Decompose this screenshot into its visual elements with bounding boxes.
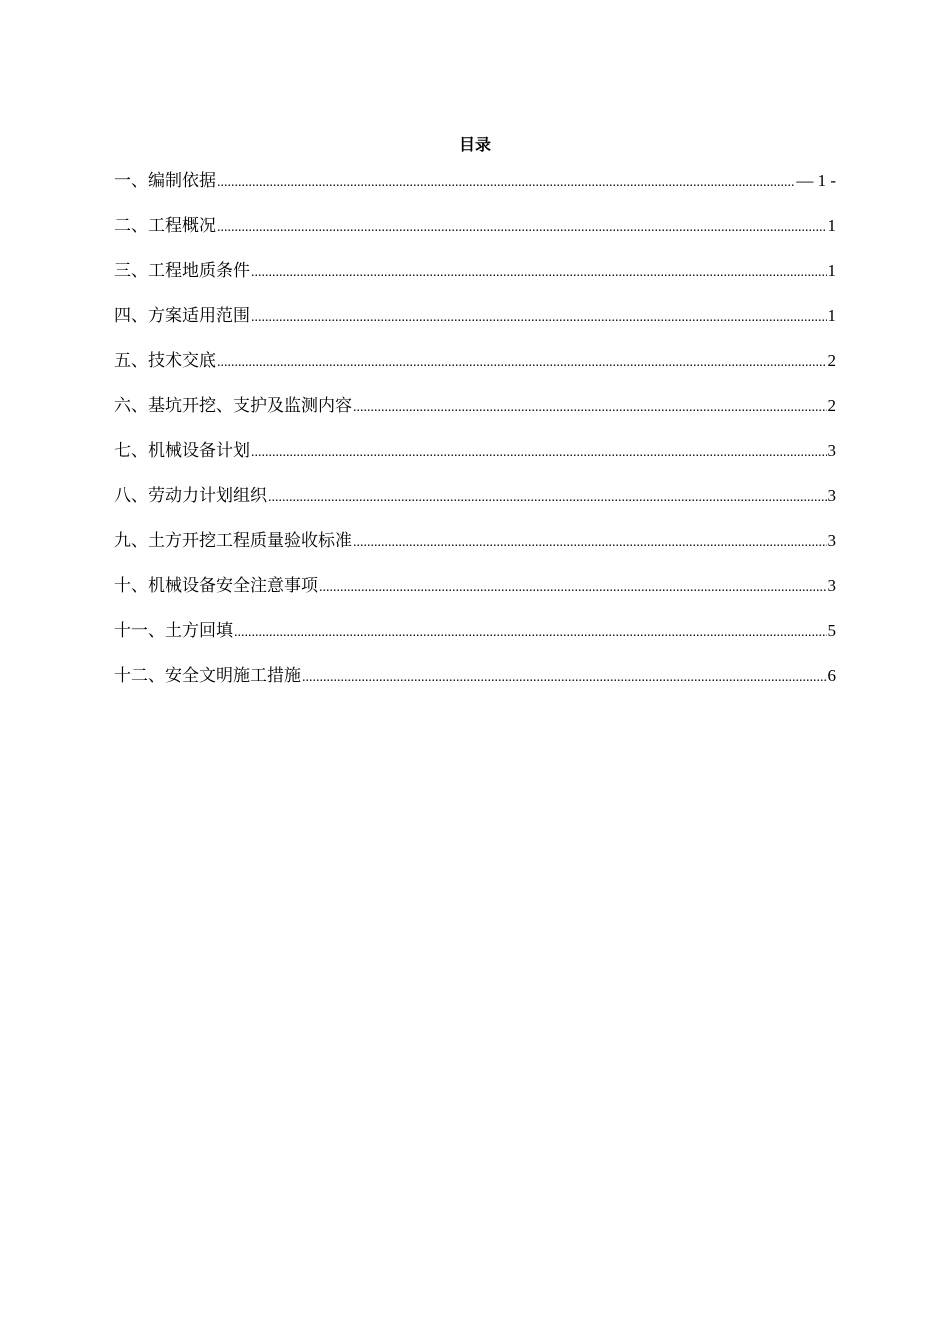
toc-dot-leader — [251, 303, 827, 331]
toc-entry-page: 3 — [827, 531, 836, 550]
toc-entry-label: 七、机械设备计划 — [114, 441, 250, 460]
toc-entry-page: 2 — [827, 351, 836, 370]
toc-dot-leader — [302, 663, 827, 691]
toc-entry[interactable] — [114, 573, 836, 618]
toc-dot-leader — [319, 573, 827, 601]
toc-entry-page: 5 — [827, 621, 836, 640]
toc-list — [114, 168, 836, 708]
toc-entry-label: 十一、土方回填 — [114, 621, 233, 640]
toc-entry-label: 九、土方开挖工程质量验收标准 — [114, 531, 352, 550]
toc-dot-leader — [353, 528, 827, 556]
toc-entry-page: — 1 - — [796, 171, 836, 190]
toc-entry[interactable] — [114, 213, 836, 258]
toc-entry[interactable] — [114, 393, 836, 438]
toc-entry-label: 十、机械设备安全注意事项 — [114, 576, 318, 595]
toc-dot-leader — [217, 168, 795, 196]
toc-entry[interactable] — [114, 168, 836, 213]
toc-entry[interactable] — [114, 528, 836, 573]
toc-entry-page: 1 — [827, 261, 836, 280]
toc-entry[interactable] — [114, 258, 836, 303]
toc-entry-page: 3 — [827, 441, 836, 460]
toc-entry-label: 六、基坑开挖、支护及监测内容 — [114, 396, 352, 415]
toc-entry-page: 6 — [827, 666, 836, 685]
toc-entry-label: 一、编制依据 — [114, 171, 216, 190]
toc-entry-page: 1 — [827, 306, 836, 325]
toc-entry[interactable] — [114, 483, 836, 528]
toc-entry-page: 3 — [827, 486, 836, 505]
toc-entry-label: 八、劳动力计划组织 — [114, 486, 267, 505]
toc-dot-leader — [268, 483, 827, 511]
toc-title: 目录 — [458, 137, 491, 154]
toc-entry-page: 3 — [827, 576, 836, 595]
toc-entry-label: 十二、安全文明施工措施 — [114, 666, 301, 685]
toc-entry-label: 五、技术交底 — [114, 351, 216, 370]
toc-entry-page: 1 — [827, 216, 836, 235]
toc-dot-leader — [251, 258, 827, 286]
toc-dot-leader — [234, 618, 827, 646]
toc-entry[interactable] — [114, 348, 836, 393]
toc-entry-label: 三、工程地质条件 — [114, 261, 250, 280]
toc-dot-leader — [217, 348, 827, 376]
toc-entry-label: 二、工程概况 — [114, 216, 216, 235]
toc-entry[interactable] — [114, 303, 836, 348]
toc-dot-leader — [251, 438, 827, 466]
toc-dot-leader — [353, 393, 827, 421]
toc-dot-leader — [217, 213, 827, 241]
toc-entry-label: 四、方案适用范围 — [114, 306, 250, 325]
toc-entry-page: 2 — [827, 396, 836, 415]
toc-entry[interactable] — [114, 438, 836, 483]
toc-entry[interactable] — [114, 663, 836, 708]
toc-entry[interactable] — [114, 618, 836, 663]
